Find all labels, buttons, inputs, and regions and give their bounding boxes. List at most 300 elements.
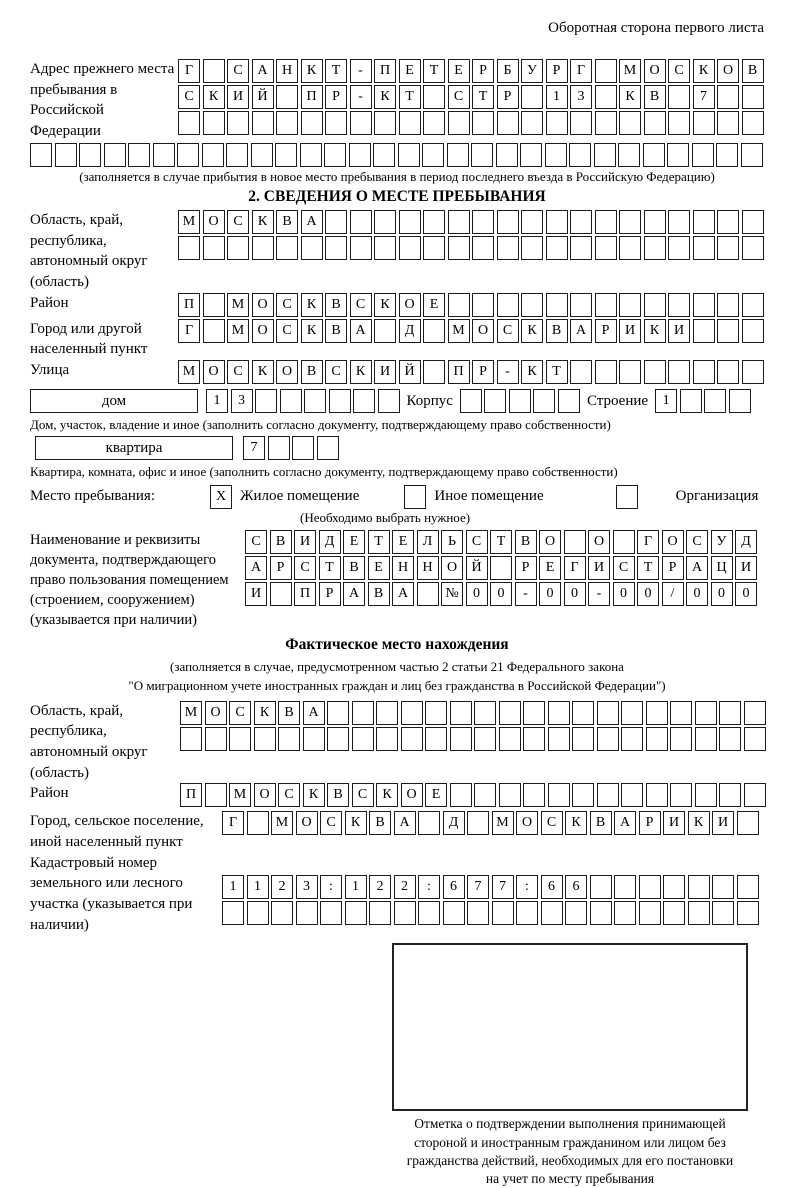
char-box[interactable]: О [401, 783, 423, 807]
char-box[interactable] [205, 727, 227, 751]
char-box[interactable] [423, 360, 445, 384]
char-box[interactable]: - [588, 582, 610, 606]
char-box[interactable] [646, 727, 668, 751]
char-box[interactable]: А [301, 210, 323, 234]
char-box[interactable] [325, 210, 347, 234]
char-box[interactable] [516, 901, 538, 925]
char-box[interactable]: И [245, 582, 267, 606]
char-box[interactable] [222, 901, 244, 925]
char-box[interactable]: К [203, 85, 225, 109]
house-type-box[interactable]: дом [30, 389, 198, 413]
char-box[interactable]: И [735, 556, 757, 580]
char-box[interactable] [229, 727, 251, 751]
char-box[interactable] [369, 901, 391, 925]
char-box[interactable]: Л [417, 530, 439, 554]
char-box[interactable] [668, 236, 690, 260]
char-box[interactable]: С [294, 556, 316, 580]
char-box[interactable]: С [227, 59, 249, 83]
char-box[interactable] [716, 143, 738, 167]
char-box[interactable] [693, 210, 715, 234]
char-box[interactable] [467, 901, 489, 925]
char-box[interactable] [619, 111, 641, 135]
char-box[interactable]: К [345, 811, 367, 835]
char-box[interactable]: А [252, 59, 274, 83]
char-box[interactable]: Д [399, 319, 421, 343]
char-box[interactable] [324, 143, 346, 167]
char-box[interactable] [688, 875, 710, 899]
char-box[interactable] [350, 111, 372, 135]
char-box[interactable]: 2 [394, 875, 416, 899]
char-box[interactable]: - [515, 582, 537, 606]
char-box[interactable]: Б [497, 59, 519, 83]
char-box[interactable] [597, 783, 619, 807]
char-box[interactable]: М [492, 811, 514, 835]
char-box[interactable]: П [448, 360, 470, 384]
char-box[interactable]: П [374, 59, 396, 83]
char-box[interactable] [350, 236, 372, 260]
char-box[interactable] [418, 901, 440, 925]
char-box[interactable] [569, 143, 591, 167]
char-box[interactable]: Е [539, 556, 561, 580]
char-box[interactable] [300, 143, 322, 167]
char-box[interactable]: 1 [546, 85, 568, 109]
char-box[interactable] [325, 236, 347, 260]
char-box[interactable] [704, 389, 726, 413]
char-box[interactable] [301, 111, 323, 135]
char-box[interactable] [742, 236, 764, 260]
char-box[interactable] [619, 210, 641, 234]
char-box[interactable] [719, 701, 741, 725]
char-box[interactable]: К [374, 85, 396, 109]
char-box[interactable] [639, 875, 661, 899]
char-box[interactable] [317, 436, 339, 460]
char-box[interactable]: В [590, 811, 612, 835]
char-box[interactable]: М [227, 319, 249, 343]
char-box[interactable] [668, 210, 690, 234]
char-box[interactable]: О [539, 530, 561, 554]
char-box[interactable] [374, 111, 396, 135]
char-box[interactable] [378, 389, 400, 413]
char-box[interactable] [474, 783, 496, 807]
char-box[interactable]: И [374, 360, 396, 384]
char-box[interactable] [667, 143, 689, 167]
char-box[interactable] [205, 783, 227, 807]
char-box[interactable]: 0 [564, 582, 586, 606]
char-box[interactable] [548, 701, 570, 725]
char-box[interactable] [729, 389, 751, 413]
char-box[interactable] [227, 111, 249, 135]
char-box[interactable]: 2 [369, 875, 391, 899]
char-box[interactable] [296, 901, 318, 925]
char-box[interactable]: 3 [570, 85, 592, 109]
char-box[interactable]: Т [399, 85, 421, 109]
char-box[interactable]: С [686, 530, 708, 554]
char-box[interactable] [737, 875, 759, 899]
char-box[interactable]: М [227, 293, 249, 317]
char-box[interactable] [614, 901, 636, 925]
char-box[interactable] [327, 727, 349, 751]
char-box[interactable]: К [693, 59, 715, 83]
char-box[interactable] [595, 360, 617, 384]
char-box[interactable]: Д [443, 811, 465, 835]
char-box[interactable]: Н [276, 59, 298, 83]
char-box[interactable] [374, 319, 396, 343]
char-box[interactable] [618, 143, 640, 167]
char-box[interactable]: К [303, 783, 325, 807]
char-box[interactable] [693, 293, 715, 317]
char-box[interactable]: О [717, 59, 739, 83]
char-box[interactable] [693, 236, 715, 260]
char-box[interactable] [570, 293, 592, 317]
char-box[interactable] [423, 210, 445, 234]
char-box[interactable]: Ь [441, 530, 463, 554]
char-box[interactable] [490, 556, 512, 580]
char-box[interactable] [564, 530, 586, 554]
char-box[interactable]: О [252, 293, 274, 317]
char-box[interactable] [178, 236, 200, 260]
char-box[interactable] [418, 811, 440, 835]
char-box[interactable]: Й [252, 85, 274, 109]
char-box[interactable] [450, 701, 472, 725]
char-box[interactable]: П [178, 293, 200, 317]
char-box[interactable] [447, 143, 469, 167]
char-box[interactable] [450, 783, 472, 807]
char-box[interactable] [276, 85, 298, 109]
char-box[interactable]: С [227, 360, 249, 384]
char-box[interactable] [276, 236, 298, 260]
char-box[interactable]: С [278, 783, 300, 807]
char-box[interactable]: 0 [539, 582, 561, 606]
char-box[interactable] [523, 701, 545, 725]
char-box[interactable]: О [203, 360, 225, 384]
char-box[interactable]: В [368, 582, 390, 606]
char-box[interactable]: С [276, 293, 298, 317]
char-box[interactable] [595, 293, 617, 317]
char-box[interactable] [492, 901, 514, 925]
char-box[interactable] [374, 210, 396, 234]
char-box[interactable]: Т [423, 59, 445, 83]
char-box[interactable] [668, 85, 690, 109]
char-box[interactable]: С [320, 811, 342, 835]
char-box[interactable] [670, 701, 692, 725]
char-box[interactable]: О [472, 319, 494, 343]
char-box[interactable]: О [644, 59, 666, 83]
char-box[interactable] [254, 727, 276, 751]
char-box[interactable]: - [350, 85, 372, 109]
char-box[interactable]: 3 [296, 875, 318, 899]
char-box[interactable] [742, 111, 764, 135]
char-box[interactable]: В [515, 530, 537, 554]
char-box[interactable]: К [688, 811, 710, 835]
char-box[interactable] [180, 727, 202, 751]
char-box[interactable]: С [245, 530, 267, 554]
char-box[interactable]: В [546, 319, 568, 343]
char-box[interactable]: Е [448, 59, 470, 83]
char-box[interactable] [423, 85, 445, 109]
char-box[interactable] [644, 360, 666, 384]
char-box[interactable] [329, 389, 351, 413]
char-box[interactable] [423, 111, 445, 135]
char-box[interactable]: В [742, 59, 764, 83]
char-box[interactable]: № [441, 582, 463, 606]
char-box[interactable]: О [441, 556, 463, 580]
char-box[interactable]: 7 [693, 85, 715, 109]
char-box[interactable]: Р [595, 319, 617, 343]
char-box[interactable]: В [301, 360, 323, 384]
char-box[interactable] [597, 727, 619, 751]
char-box[interactable] [352, 701, 374, 725]
char-box[interactable] [203, 111, 225, 135]
char-box[interactable]: С [668, 59, 690, 83]
char-box[interactable] [570, 360, 592, 384]
char-box[interactable] [425, 727, 447, 751]
char-box[interactable] [474, 701, 496, 725]
char-box[interactable]: Р [515, 556, 537, 580]
char-box[interactable]: В [278, 701, 300, 725]
char-box[interactable] [646, 701, 668, 725]
char-box[interactable] [619, 360, 641, 384]
char-box[interactable] [590, 901, 612, 925]
char-box[interactable]: : [320, 875, 342, 899]
char-box[interactable]: 7 [467, 875, 489, 899]
char-box[interactable] [345, 901, 367, 925]
char-box[interactable] [422, 143, 444, 167]
char-box[interactable]: Р [546, 59, 568, 83]
char-box[interactable]: 7 [492, 875, 514, 899]
char-box[interactable]: Е [392, 530, 414, 554]
char-box[interactable] [597, 701, 619, 725]
char-box[interactable] [423, 319, 445, 343]
char-box[interactable] [320, 901, 342, 925]
char-box[interactable] [292, 436, 314, 460]
char-box[interactable] [394, 901, 416, 925]
char-box[interactable]: Т [490, 530, 512, 554]
char-box[interactable]: П [301, 85, 323, 109]
char-box[interactable]: Е [399, 59, 421, 83]
char-box[interactable] [670, 727, 692, 751]
char-box[interactable] [178, 111, 200, 135]
char-box[interactable]: 6 [541, 875, 563, 899]
char-box[interactable]: К [374, 293, 396, 317]
char-box[interactable] [595, 111, 617, 135]
char-box[interactable] [401, 701, 423, 725]
char-box[interactable]: 3 [231, 389, 253, 413]
char-box[interactable] [497, 236, 519, 260]
char-box[interactable] [570, 111, 592, 135]
char-box[interactable] [646, 783, 668, 807]
char-box[interactable]: А [303, 701, 325, 725]
char-box[interactable]: 0 [613, 582, 635, 606]
char-box[interactable] [509, 389, 531, 413]
char-box[interactable]: А [392, 582, 414, 606]
char-box[interactable] [376, 701, 398, 725]
char-box[interactable] [546, 210, 568, 234]
char-box[interactable]: 6 [565, 875, 587, 899]
char-box[interactable] [737, 901, 759, 925]
char-box[interactable] [472, 210, 494, 234]
char-box[interactable] [30, 143, 52, 167]
char-box[interactable] [695, 727, 717, 751]
char-box[interactable] [497, 111, 519, 135]
char-box[interactable]: И [663, 811, 685, 835]
char-box[interactable] [742, 293, 764, 317]
char-box[interactable] [668, 111, 690, 135]
char-box[interactable] [663, 875, 685, 899]
char-box[interactable]: Р [325, 85, 347, 109]
char-box[interactable] [546, 111, 568, 135]
char-box[interactable] [376, 727, 398, 751]
char-box[interactable] [226, 143, 248, 167]
char-box[interactable] [621, 701, 643, 725]
char-box[interactable] [644, 111, 666, 135]
char-box[interactable] [399, 111, 421, 135]
char-box[interactable] [619, 293, 641, 317]
char-box[interactable]: 2 [271, 875, 293, 899]
char-box[interactable] [742, 210, 764, 234]
char-box[interactable] [325, 111, 347, 135]
char-box[interactable]: И [227, 85, 249, 109]
char-box[interactable]: О [516, 811, 538, 835]
char-box[interactable]: С [352, 783, 374, 807]
char-box[interactable]: К [644, 319, 666, 343]
char-box[interactable]: К [254, 701, 276, 725]
char-box[interactable] [545, 143, 567, 167]
char-box[interactable]: О [276, 360, 298, 384]
char-box[interactable]: Й [399, 360, 421, 384]
char-box[interactable] [719, 783, 741, 807]
char-box[interactable] [663, 901, 685, 925]
char-box[interactable] [668, 360, 690, 384]
char-box[interactable] [692, 143, 714, 167]
char-box[interactable]: М [448, 319, 470, 343]
char-box[interactable] [717, 293, 739, 317]
char-box[interactable] [619, 236, 641, 260]
char-box[interactable]: М [271, 811, 293, 835]
char-box[interactable]: Р [639, 811, 661, 835]
char-box[interactable]: В [369, 811, 391, 835]
char-box[interactable]: И [588, 556, 610, 580]
char-box[interactable] [448, 210, 470, 234]
char-box[interactable] [595, 59, 617, 83]
char-box[interactable] [695, 701, 717, 725]
char-box[interactable]: С [497, 319, 519, 343]
char-box[interactable]: С [466, 530, 488, 554]
char-box[interactable]: В [270, 530, 292, 554]
char-box[interactable] [301, 236, 323, 260]
char-box[interactable] [203, 319, 225, 343]
char-box[interactable] [565, 901, 587, 925]
char-box[interactable]: М [180, 701, 202, 725]
char-box[interactable]: 0 [466, 582, 488, 606]
char-box[interactable] [350, 210, 372, 234]
char-box[interactable]: В [276, 210, 298, 234]
char-box[interactable] [247, 811, 269, 835]
char-box[interactable]: Е [423, 293, 445, 317]
char-box[interactable]: О [205, 701, 227, 725]
char-box[interactable] [499, 727, 521, 751]
char-box[interactable]: К [301, 319, 323, 343]
char-box[interactable] [425, 701, 447, 725]
apartment-type-box[interactable]: квартира [35, 436, 233, 460]
char-box[interactable]: Р [662, 556, 684, 580]
char-box[interactable]: Д [319, 530, 341, 554]
char-box[interactable] [203, 293, 225, 317]
char-box[interactable] [693, 319, 715, 343]
char-box[interactable]: Т [637, 556, 659, 580]
char-box[interactable]: К [565, 811, 587, 835]
char-box[interactable]: У [711, 530, 733, 554]
char-box[interactable] [496, 143, 518, 167]
char-box[interactable]: О [662, 530, 684, 554]
char-box[interactable]: С [178, 85, 200, 109]
char-box[interactable]: А [350, 319, 372, 343]
char-box[interactable]: Г [222, 811, 244, 835]
char-box[interactable] [570, 210, 592, 234]
char-box[interactable]: Т [546, 360, 568, 384]
char-box[interactable] [247, 901, 269, 925]
char-box[interactable] [255, 389, 277, 413]
char-box[interactable]: - [497, 360, 519, 384]
char-box[interactable] [472, 293, 494, 317]
char-box[interactable] [712, 901, 734, 925]
char-box[interactable] [595, 85, 617, 109]
char-box[interactable] [484, 389, 506, 413]
char-box[interactable] [79, 143, 101, 167]
char-box[interactable] [448, 293, 470, 317]
stay-option-residential-checkbox[interactable]: X [210, 485, 232, 509]
char-box[interactable]: Н [417, 556, 439, 580]
char-box[interactable]: О [254, 783, 276, 807]
char-box[interactable] [252, 111, 274, 135]
char-box[interactable]: П [294, 582, 316, 606]
char-box[interactable] [327, 701, 349, 725]
char-box[interactable]: Т [472, 85, 494, 109]
char-box[interactable]: С [448, 85, 470, 109]
char-box[interactable] [572, 727, 594, 751]
char-box[interactable]: А [343, 582, 365, 606]
char-box[interactable] [621, 727, 643, 751]
char-box[interactable]: 6 [443, 875, 465, 899]
char-box[interactable] [717, 111, 739, 135]
char-box[interactable]: К [301, 293, 323, 317]
char-box[interactable]: С [325, 360, 347, 384]
char-box[interactable] [467, 811, 489, 835]
char-box[interactable] [693, 360, 715, 384]
char-box[interactable]: Г [637, 530, 659, 554]
char-box[interactable]: Т [319, 556, 341, 580]
char-box[interactable] [401, 727, 423, 751]
char-box[interactable] [688, 901, 710, 925]
char-box[interactable] [373, 143, 395, 167]
stay-option-other-checkbox[interactable] [404, 485, 426, 509]
char-box[interactable] [270, 582, 292, 606]
char-box[interactable] [203, 236, 225, 260]
char-box[interactable] [128, 143, 150, 167]
char-box[interactable]: О [399, 293, 421, 317]
char-box[interactable]: В [325, 293, 347, 317]
char-box[interactable]: А [686, 556, 708, 580]
char-box[interactable] [443, 901, 465, 925]
char-box[interactable] [742, 360, 764, 384]
char-box[interactable]: М [619, 59, 641, 83]
char-box[interactable] [499, 701, 521, 725]
char-box[interactable] [541, 901, 563, 925]
char-box[interactable]: С [276, 319, 298, 343]
char-box[interactable] [744, 701, 766, 725]
char-box[interactable]: К [350, 360, 372, 384]
char-box[interactable] [177, 143, 199, 167]
char-box[interactable]: И [712, 811, 734, 835]
